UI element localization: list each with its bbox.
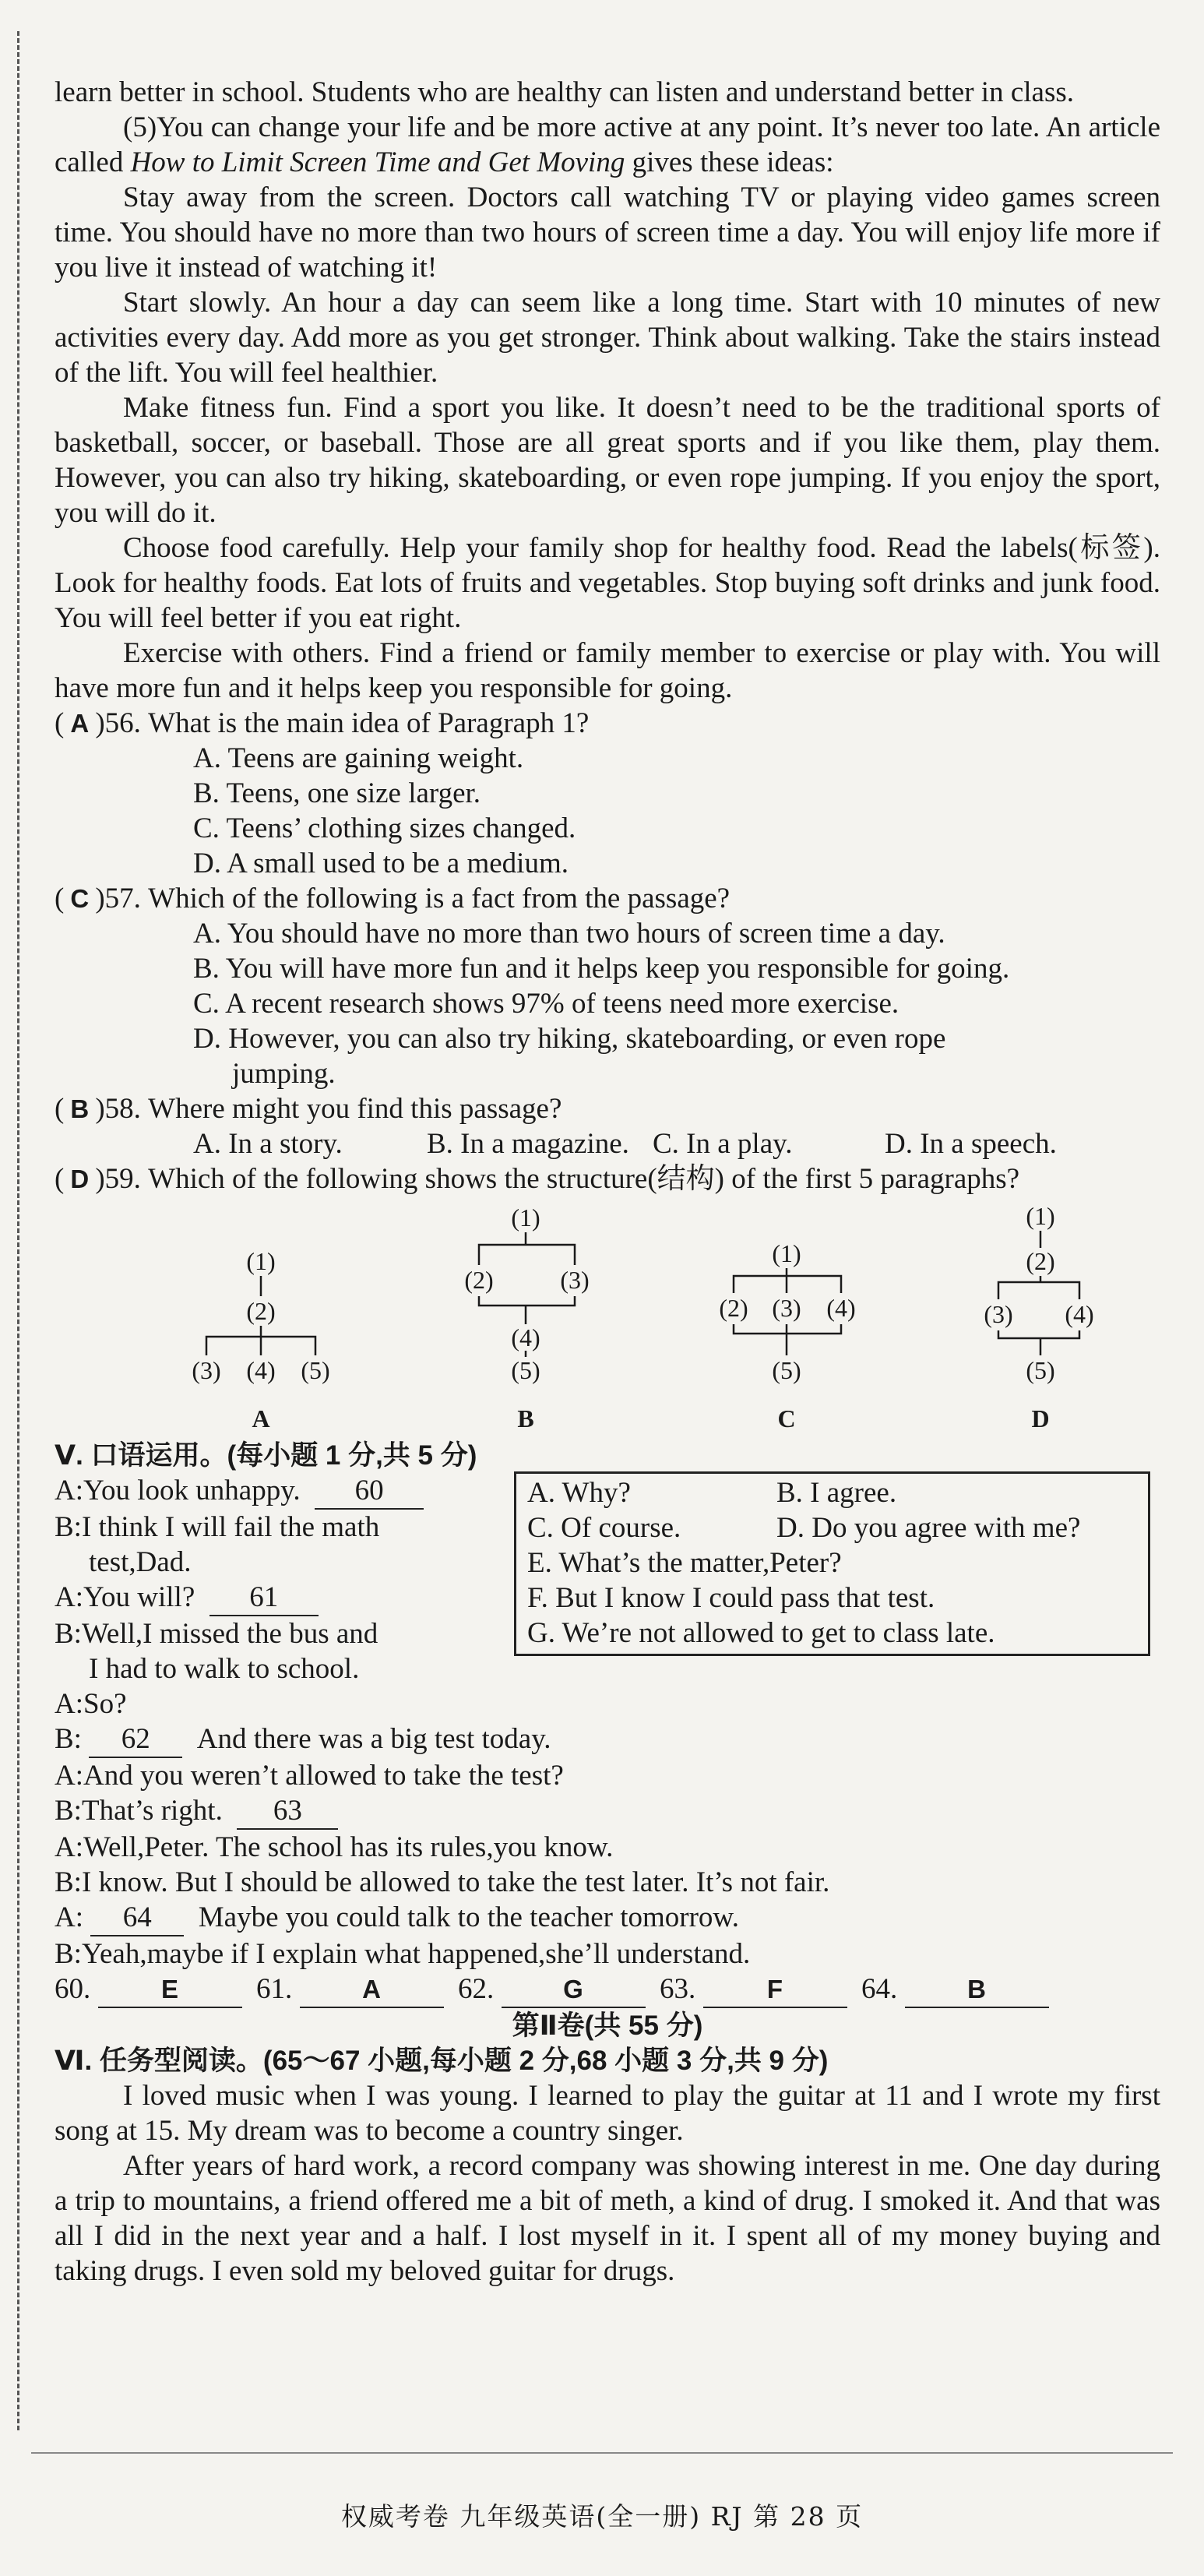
diagram-label-d: D <box>1031 1404 1050 1432</box>
answer-row <box>55 1972 1160 2008</box>
section-5-title: Ⅴ. 口语运用。(每小题 1 分,共 5 分) <box>55 1440 477 1471</box>
question-stem: ( A ) 56. What is the main idea of Paragraph 1? <box>55 707 590 739</box>
speaker: B: <box>55 1618 82 1650</box>
speaker: A: <box>55 1581 83 1613</box>
part-2-title: 第Ⅱ卷(共 55 分) <box>512 2010 703 2041</box>
answer-61[interactable]: A <box>300 1972 444 2008</box>
box-option: C. Of course. <box>527 1512 681 1544</box>
dialogue-line <box>55 1758 1160 1793</box>
dialogue <box>55 1473 1160 1972</box>
speaker: A: <box>55 1475 83 1506</box>
diagram-label-b: B <box>517 1404 534 1432</box>
node-1: (1) <box>772 1239 801 1267</box>
line-text: I had to walk to school. <box>89 1653 360 1685</box>
dialogue-line <box>55 1793 1160 1830</box>
line-text: So? <box>83 1688 127 1720</box>
options <box>55 741 1160 881</box>
option: D. However, you can also try hiking, skateboarding, or even rope <box>193 1023 946 1055</box>
answer-63[interactable]: F <box>703 1972 847 2008</box>
option: C. Teens’ clothing sizes changed. <box>193 812 576 844</box>
speaker: A: <box>55 1901 83 1933</box>
line-text: Well,Peter. The school has its rules,you know. <box>83 1831 614 1863</box>
option-continued: jumping. <box>232 1058 336 1090</box>
dialogue-line <box>55 1936 1160 1972</box>
section-6-title: Ⅵ. 任务型阅读。(65～67 小题,每小题 2 分,68 小题 3 分,共 9 分) <box>55 2046 829 2076</box>
options-row <box>55 1126 1160 1161</box>
box-option: E. What’s the matter,Peter? <box>527 1547 842 1579</box>
dialogue-line <box>55 1686 1160 1721</box>
line-text: Yeah,maybe if I explain what happened,she’ll understand. <box>81 1938 751 1970</box>
diagram-label-a: A <box>252 1404 270 1432</box>
option: A. You should have no more than two hours of screen time a day. <box>193 918 945 950</box>
option: C. A recent research shows 97% of teens need more exercise. <box>193 988 899 1020</box>
line-text: You look unhappy. <box>83 1475 301 1506</box>
speaker: B: <box>55 1511 82 1543</box>
question-stem: ( D )59. Which of the following shows the structure(结构) of the first 5 paragraphs? <box>55 1163 1020 1195</box>
box-option: B. I agree. <box>776 1477 897 1509</box>
box-row <box>527 1616 1140 1651</box>
blank-62[interactable]: 62 <box>89 1721 182 1758</box>
question-text: Where might you find this passage? <box>148 1093 562 1125</box>
binding-dashed-line <box>17 31 19 2430</box>
answer-mark: A <box>70 709 90 738</box>
page-content <box>55 75 1160 2289</box>
node-1: (1) <box>1026 1202 1055 1230</box>
dialogue-line <box>55 1900 1160 1936</box>
box-row <box>527 1545 1140 1580</box>
diagram-label-c: C <box>777 1404 796 1432</box>
options-box <box>514 1471 1150 1656</box>
question-text: What is the main idea of Paragraph 1? <box>148 707 590 739</box>
option: C. In a play. <box>653 1128 793 1160</box>
line-text: I think I will fail the math <box>81 1511 380 1543</box>
answer-62[interactable]: G <box>502 1972 646 2008</box>
speaker: A: <box>55 1831 83 1863</box>
answer-number: 61. <box>256 1973 293 2005</box>
node-1: (1) <box>511 1203 540 1232</box>
line-text: test,Dad. <box>89 1546 192 1578</box>
blank-64[interactable]: 64 <box>90 1900 184 1936</box>
passage-paragraph: Start slowly. An hour a day can seem like a long time. Start with 10 minutes of new activities every day. Add more as you get stronger. Think about walking. Take the stairs instead of the lift. You will feel healthier. <box>55 287 1160 389</box>
text-run: gives these ideas: <box>625 146 834 178</box>
question-number: 56. <box>104 707 141 739</box>
node-1: (1) <box>246 1247 276 1275</box>
diagram-d <box>984 1202 1093 1432</box>
speaker: B: <box>55 1866 82 1898</box>
question-stem: ( C ) 57. Which of the following is a fact from the passage? <box>55 883 730 914</box>
line-text: That’s right. <box>81 1795 223 1827</box>
box-row <box>527 1510 1140 1545</box>
text-run: (5)You can change your life and be more active at any point. It’s never too late. An article called <box>55 111 1160 178</box>
option: A. In a story. <box>193 1128 343 1160</box>
passage-paragraph: Choose food carefully. Help your family shop for healthy food. Read the labels(标签). Look for healthy foods. Eat lots of fruits and vegetables. Stop buying soft drinks and junk food. You will feel better if you eat right. <box>55 532 1160 634</box>
node-4: (4) <box>1065 1300 1094 1328</box>
answer-60[interactable]: E <box>98 1972 242 2008</box>
node-5: (5) <box>301 1356 330 1384</box>
question-number: 57. <box>104 883 141 914</box>
box-option: D. Do you agree with me? <box>776 1512 1081 1544</box>
node-2: (2) <box>1026 1247 1055 1275</box>
passage-paragraph: Exercise with others. Find a friend or family member to exercise or play with. You will have more fun and it helps keep you responsible for going. <box>55 637 1160 704</box>
node-2: (2) <box>246 1297 276 1325</box>
answer-number: 64. <box>861 1973 898 2005</box>
passage-paragraph: After years of hard work, a record company was showing interest in me. One day during a trip to mountains, a friend offered me a bit of meth, a kind of drug. I smoked it. And that was all I did in the next year and a half. I lost myself in it. I spent all of my money buying and taking drugs. I even sold my beloved guitar for drugs. <box>55 2150 1160 2287</box>
option: B. You will have more fun and it helps keep you responsible for going. <box>193 953 1010 985</box>
blank-63[interactable]: 63 <box>237 1793 338 1830</box>
node-2: (2) <box>719 1294 748 1322</box>
answer-mark: D <box>70 1165 90 1193</box>
question-text: Which of the following is a fact from the passage? <box>148 883 730 914</box>
speaker: B: <box>55 1795 82 1827</box>
node-3: (3) <box>984 1300 1013 1328</box>
question-56 <box>55 706 1160 881</box>
box-option: A. Why? <box>527 1477 631 1509</box>
option: B. In a magazine. <box>427 1128 629 1160</box>
question-59 <box>55 1161 1160 1196</box>
speaker: B: <box>55 1723 82 1755</box>
passage-paragraph: learn better in school. Students who are healthy can listen and understand better in class. <box>55 76 1075 108</box>
speaker: A: <box>55 1760 83 1792</box>
answer-number: 62. <box>458 1973 495 2005</box>
passage-paragraph: Make fitness fun. Find a sport you like. It doesn’t need to be the traditional sports of basketball, soccer, or baseball. Those are all great sports and if you like them, play them. However, you can also try hiking, skateboarding, or even rope jumping. If you enjoy the sport, you will do it. <box>55 392 1160 529</box>
node-4: (4) <box>246 1356 276 1384</box>
node-5: (5) <box>1026 1356 1055 1384</box>
option: D. In a speech. <box>885 1128 1057 1160</box>
dialogue-line <box>55 1721 1160 1758</box>
question-number: 59. <box>104 1163 141 1195</box>
passage-paragraph: I loved music when I was young. I learned to play the guitar at 11 and I wrote my first song at 15. My dream was to become a country singer. <box>55 2080 1160 2147</box>
line-text: Maybe you could talk to the teacher tomorrow. <box>198 1901 739 1933</box>
option: D. A small used to be a medium. <box>193 848 569 879</box>
node-3: (3) <box>560 1266 590 1294</box>
answer-mark: B <box>70 1094 90 1123</box>
node-4: (4) <box>511 1323 540 1351</box>
diagram-b <box>464 1203 589 1432</box>
option: A. Teens are gaining weight. <box>193 742 524 774</box>
speaker: A: <box>55 1688 83 1720</box>
speaker: B: <box>55 1938 82 1970</box>
node-3: (3) <box>772 1294 801 1322</box>
node-2: (2) <box>464 1266 494 1294</box>
line-text: And you weren’t allowed to take the test? <box>83 1760 564 1792</box>
node-5: (5) <box>511 1356 540 1384</box>
question-text: Which of the following shows the structure(结构) of the first 5 paragraphs? <box>148 1163 1020 1195</box>
box-row <box>527 1580 1140 1616</box>
box-row <box>527 1475 1140 1510</box>
structure-diagrams <box>55 1201 1160 1443</box>
question-57 <box>55 881 1160 1091</box>
question-stem: ( B ) 58. Where might you find this passage? <box>55 1093 562 1125</box>
options <box>55 916 1160 1091</box>
passage-paragraph: Stay away from the screen. Doctors call watching TV or playing video games screen time. You should have no more than two hours of screen time a day. You will enjoy life more if you live it instead of watching it! <box>55 181 1160 284</box>
line-text: Well,I missed the bus and <box>81 1618 378 1650</box>
dialogue-line <box>55 1830 1160 1865</box>
answer-number: 63. <box>660 1973 696 2005</box>
footer-divider <box>31 2452 1173 2454</box>
answer-number: 60. <box>55 1973 91 2005</box>
node-4: (4) <box>826 1294 856 1322</box>
line-text: And there was a big test today. <box>196 1723 551 1755</box>
box-option: F. But I know I could pass that test. <box>527 1582 935 1614</box>
question-number: 58. <box>104 1093 141 1125</box>
answer-mark: C <box>70 884 90 913</box>
answer-64[interactable]: B <box>905 1972 1049 2008</box>
box-option: G. We’re not allowed to get to class late. <box>527 1617 995 1649</box>
node-5: (5) <box>772 1356 801 1384</box>
question-58 <box>55 1091 1160 1161</box>
line-text: You will? <box>83 1581 195 1613</box>
blank-60[interactable]: 60 <box>315 1473 424 1510</box>
dialogue-line <box>55 1651 1160 1686</box>
option: B. Teens, one size larger. <box>193 777 481 809</box>
node-3: (3) <box>192 1356 221 1384</box>
article-title: How to Limit Screen Time and Get Moving <box>130 146 625 178</box>
line-text: I know. But I should be allowed to take the test later. It’s not fair. <box>81 1866 830 1898</box>
dialogue-line <box>55 1865 1160 1900</box>
blank-61[interactable]: 61 <box>209 1580 319 1616</box>
passage-paragraph-5 <box>55 110 1160 180</box>
page-footer: 权威考卷 九年级英语(全一册) RJ 第 28 页 <box>340 2501 864 2532</box>
